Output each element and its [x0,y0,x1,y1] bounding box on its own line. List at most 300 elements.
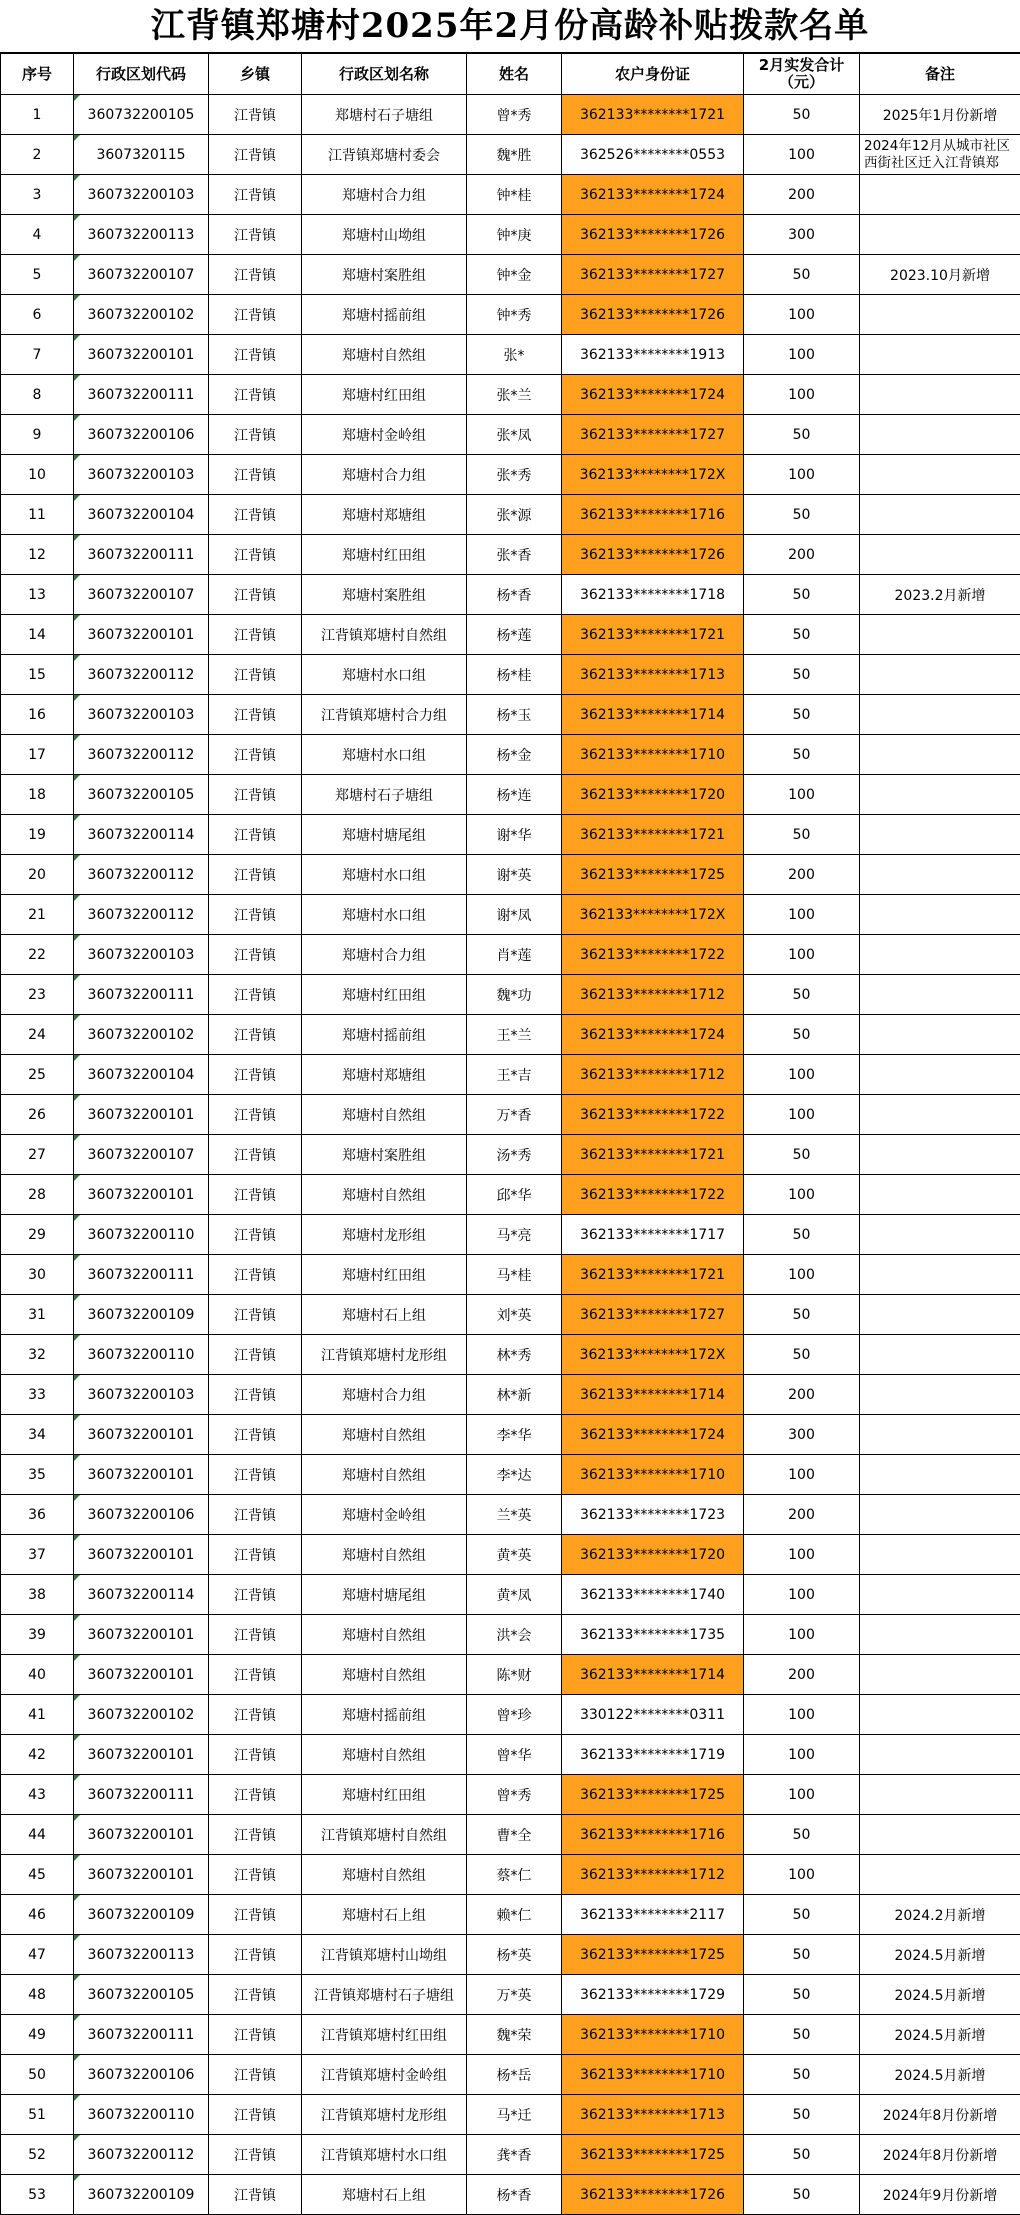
cell-serial-no[interactable]: 2 [1,135,74,175]
cell-amount[interactable]: 50 [744,2135,860,2175]
cell-name[interactable]: 李*华 [467,1415,562,1455]
cell-note[interactable] [860,455,1020,495]
cell-region-name[interactable]: 郑塘村自然组 [302,1615,467,1655]
cell-serial-no[interactable]: 13 [1,575,74,615]
cell-serial-no[interactable]: 37 [1,1535,74,1575]
cell-name[interactable]: 魏*荣 [467,2015,562,2055]
cell-region-code[interactable]: 360732200101 [74,1655,209,1695]
cell-id-card[interactable]: 362133********1724 [562,175,744,215]
cell-note[interactable]: 2024.5月新增 [860,1935,1020,1975]
cell-amount[interactable]: 50 [744,1335,860,1375]
cell-serial-no[interactable]: 53 [1,2175,74,2215]
cell-id-card[interactable]: 362133********1740 [562,1575,744,1615]
cell-serial-no[interactable]: 25 [1,1055,74,1095]
header-name[interactable]: 姓名 [467,54,562,95]
cell-region-name[interactable]: 郑塘村自然组 [302,1415,467,1455]
cell-region-name[interactable]: 郑塘村红田组 [302,1255,467,1295]
cell-region-code[interactable]: 360732200111 [74,1775,209,1815]
cell-region-code[interactable]: 360732200106 [74,2055,209,2095]
cell-region-code[interactable]: 360732200109 [74,1295,209,1335]
cell-name[interactable]: 杨*桂 [467,655,562,695]
cell-note[interactable] [860,1415,1020,1455]
cell-name[interactable]: 王*兰 [467,1015,562,1055]
cell-region-code[interactable]: 360732200105 [74,775,209,815]
cell-amount[interactable]: 50 [744,1215,860,1255]
cell-id-card[interactable]: 362133********1727 [562,255,744,295]
cell-region-name[interactable]: 郑塘村红田组 [302,1775,467,1815]
cell-amount[interactable]: 100 [744,1095,860,1135]
cell-region-code[interactable]: 360732200112 [74,895,209,935]
cell-region-code[interactable]: 360732200102 [74,1015,209,1055]
cell-region-code[interactable]: 360732200101 [74,1735,209,1775]
cell-region-code[interactable]: 360732200110 [74,1215,209,1255]
cell-region-name[interactable]: 郑塘村红田组 [302,535,467,575]
cell-amount[interactable]: 300 [744,215,860,255]
cell-town[interactable]: 江背镇 [209,1695,302,1735]
cell-amount[interactable]: 50 [744,695,860,735]
cell-town[interactable]: 江背镇 [209,255,302,295]
cell-town[interactable]: 江背镇 [209,935,302,975]
cell-note[interactable] [860,1575,1020,1615]
cell-id-card[interactable]: 362133********172X [562,455,744,495]
cell-serial-no[interactable]: 34 [1,1415,74,1455]
cell-region-name[interactable]: 郑塘村自然组 [302,1455,467,1495]
cell-serial-no[interactable]: 4 [1,215,74,255]
cell-note[interactable]: 2024.2月新增 [860,1895,1020,1935]
header-amount[interactable]: 2月实发合计（元） [744,54,860,95]
cell-amount[interactable]: 50 [744,615,860,655]
cell-note[interactable] [860,1335,1020,1375]
cell-town[interactable]: 江背镇 [209,215,302,255]
cell-amount[interactable]: 50 [744,2015,860,2055]
cell-region-name[interactable]: 郑塘村金岭组 [302,1495,467,1535]
cell-note[interactable] [860,295,1020,335]
cell-amount[interactable]: 200 [744,1495,860,1535]
cell-amount[interactable]: 50 [744,735,860,775]
cell-serial-no[interactable]: 9 [1,415,74,455]
cell-amount[interactable]: 50 [744,575,860,615]
cell-region-code[interactable]: 360732200101 [74,1855,209,1895]
cell-id-card[interactable]: 362133********1713 [562,2095,744,2135]
cell-id-card[interactable]: 362133********1726 [562,295,744,335]
cell-amount[interactable]: 100 [744,375,860,415]
cell-region-name[interactable]: 江背镇郑塘村石子塘组 [302,1975,467,2015]
cell-id-card[interactable]: 362133********1721 [562,815,744,855]
cell-region-code[interactable]: 360732200101 [74,1815,209,1855]
cell-serial-no[interactable]: 8 [1,375,74,415]
cell-id-card[interactable]: 330122********0311 [562,1695,744,1735]
cell-region-name[interactable]: 郑塘村石子塘组 [302,95,467,135]
cell-id-card[interactable]: 362133********1714 [562,695,744,735]
cell-town[interactable]: 江背镇 [209,1575,302,1615]
cell-serial-no[interactable]: 40 [1,1655,74,1695]
cell-name[interactable]: 马*亮 [467,1215,562,1255]
cell-serial-no[interactable]: 18 [1,775,74,815]
cell-amount[interactable]: 100 [744,1055,860,1095]
cell-name[interactable]: 谢*英 [467,855,562,895]
cell-id-card[interactable]: 362133********1725 [562,1775,744,1815]
cell-town[interactable]: 江背镇 [209,1655,302,1695]
cell-id-card[interactable]: 362133********1727 [562,1295,744,1335]
cell-amount[interactable]: 50 [744,2095,860,2135]
cell-amount[interactable]: 200 [744,855,860,895]
cell-id-card[interactable]: 362133********1735 [562,1615,744,1655]
cell-region-code[interactable]: 360732200101 [74,335,209,375]
cell-town[interactable]: 江背镇 [209,1415,302,1455]
cell-id-card[interactable]: 362133********2117 [562,1895,744,1935]
cell-name[interactable]: 刘*英 [467,1295,562,1335]
cell-serial-no[interactable]: 39 [1,1615,74,1655]
cell-amount[interactable]: 50 [744,1935,860,1975]
cell-amount[interactable]: 200 [744,175,860,215]
cell-name[interactable]: 杨*玉 [467,695,562,735]
cell-id-card[interactable]: 362133********1716 [562,495,744,535]
cell-note[interactable] [860,1175,1020,1215]
cell-region-code[interactable]: 360732200101 [74,1095,209,1135]
cell-region-code[interactable]: 360732200105 [74,1975,209,2015]
cell-town[interactable]: 江背镇 [209,95,302,135]
cell-name[interactable]: 杨*香 [467,2175,562,2215]
cell-serial-no[interactable]: 22 [1,935,74,975]
cell-region-code[interactable]: 360732200112 [74,855,209,895]
cell-amount[interactable]: 50 [744,655,860,695]
cell-region-name[interactable]: 江背镇郑塘村委会 [302,135,467,175]
cell-note[interactable] [860,1815,1020,1855]
cell-amount[interactable]: 100 [744,1455,860,1495]
cell-note[interactable] [860,1495,1020,1535]
cell-town[interactable]: 江背镇 [209,135,302,175]
cell-region-name[interactable]: 郑塘村摇前组 [302,295,467,335]
cell-amount[interactable]: 100 [744,1175,860,1215]
cell-amount[interactable]: 50 [744,1135,860,1175]
cell-region-code[interactable]: 360732200101 [74,1175,209,1215]
cell-serial-no[interactable]: 14 [1,615,74,655]
cell-region-name[interactable]: 江背镇郑塘村龙形组 [302,2095,467,2135]
cell-region-name[interactable]: 郑塘村石上组 [302,1895,467,1935]
cell-amount[interactable]: 50 [744,2175,860,2215]
cell-note[interactable]: 2025年1月份新增 [860,95,1020,135]
cell-region-code[interactable]: 360732200101 [74,1415,209,1455]
cell-serial-no[interactable]: 21 [1,895,74,935]
cell-note[interactable] [860,655,1020,695]
cell-region-name[interactable]: 郑塘村自然组 [302,335,467,375]
cell-id-card[interactable]: 362133********1712 [562,975,744,1015]
cell-note[interactable] [860,855,1020,895]
cell-name[interactable]: 张*香 [467,535,562,575]
cell-region-name[interactable]: 江背镇郑塘村水口组 [302,2135,467,2175]
cell-name[interactable]: 杨*连 [467,775,562,815]
cell-name[interactable]: 杨*香 [467,575,562,615]
cell-name[interactable]: 魏*功 [467,975,562,1015]
cell-region-name[interactable]: 郑塘村石上组 [302,1295,467,1335]
cell-serial-no[interactable]: 6 [1,295,74,335]
cell-name[interactable]: 兰*英 [467,1495,562,1535]
cell-region-code[interactable]: 360732200112 [74,2135,209,2175]
cell-amount[interactable]: 100 [744,135,860,175]
cell-region-name[interactable]: 江背镇郑塘村自然组 [302,1815,467,1855]
cell-region-name[interactable]: 郑塘村自然组 [302,1735,467,1775]
cell-note[interactable] [860,1455,1020,1495]
cell-amount[interactable]: 100 [744,295,860,335]
cell-region-name[interactable]: 江背镇郑塘村山坳组 [302,1935,467,1975]
cell-amount[interactable]: 50 [744,975,860,1015]
cell-serial-no[interactable]: 29 [1,1215,74,1255]
cell-amount[interactable]: 100 [744,1255,860,1295]
cell-region-code[interactable]: 360732200103 [74,175,209,215]
cell-note[interactable] [860,1015,1020,1055]
cell-name[interactable]: 魏*胜 [467,135,562,175]
cell-note[interactable]: 2024.5月新增 [860,2015,1020,2055]
cell-id-card[interactable]: 362133********1724 [562,1015,744,1055]
cell-id-card[interactable]: 362133********1726 [562,535,744,575]
cell-town[interactable]: 江背镇 [209,2095,302,2135]
cell-amount[interactable]: 50 [744,1895,860,1935]
cell-id-card[interactable]: 362133********1712 [562,1855,744,1895]
cell-id-card[interactable]: 362133********1721 [562,1255,744,1295]
cell-note[interactable] [860,1655,1020,1695]
cell-region-name[interactable]: 郑塘村龙形组 [302,1215,467,1255]
cell-region-code[interactable]: 360732200106 [74,1495,209,1535]
cell-serial-no[interactable]: 42 [1,1735,74,1775]
cell-region-name[interactable]: 郑塘村水口组 [302,855,467,895]
cell-amount[interactable]: 50 [744,415,860,455]
cell-region-name[interactable]: 郑塘村自然组 [302,1095,467,1135]
cell-serial-no[interactable]: 52 [1,2135,74,2175]
cell-town[interactable]: 江背镇 [209,855,302,895]
cell-amount[interactable]: 50 [744,1975,860,2015]
cell-id-card[interactable]: 362133********172X [562,895,744,935]
cell-serial-no[interactable]: 38 [1,1575,74,1615]
cell-serial-no[interactable]: 48 [1,1975,74,2015]
cell-id-card[interactable]: 362133********1722 [562,1175,744,1215]
cell-region-code[interactable]: 360732200107 [74,575,209,615]
cell-note[interactable] [860,975,1020,1015]
cell-id-card[interactable]: 362133********1724 [562,1415,744,1455]
cell-note[interactable] [860,1695,1020,1735]
cell-name[interactable]: 谢*凤 [467,895,562,935]
cell-town[interactable]: 江背镇 [209,1615,302,1655]
cell-serial-no[interactable]: 23 [1,975,74,1015]
cell-name[interactable]: 杨*岳 [467,2055,562,2095]
cell-region-code[interactable]: 360732200114 [74,1575,209,1615]
cell-name[interactable]: 张*源 [467,495,562,535]
cell-amount[interactable]: 50 [744,95,860,135]
cell-town[interactable]: 江背镇 [209,295,302,335]
cell-region-code[interactable]: 360732200101 [74,1455,209,1495]
cell-serial-no[interactable]: 1 [1,95,74,135]
cell-serial-no[interactable]: 3 [1,175,74,215]
cell-name[interactable]: 曾*华 [467,1735,562,1775]
cell-amount[interactable]: 100 [744,1855,860,1895]
cell-region-name[interactable]: 郑塘村郑塘组 [302,495,467,535]
cell-note[interactable] [860,1095,1020,1135]
cell-amount[interactable]: 200 [744,1375,860,1415]
cell-name[interactable]: 谢*华 [467,815,562,855]
cell-name[interactable]: 陈*财 [467,1655,562,1695]
cell-region-code[interactable]: 360732200109 [74,1895,209,1935]
cell-id-card[interactable]: 362133********1714 [562,1655,744,1695]
cell-serial-no[interactable]: 5 [1,255,74,295]
cell-region-code[interactable]: 360732200103 [74,455,209,495]
cell-serial-no[interactable]: 46 [1,1895,74,1935]
cell-name[interactable]: 张*凤 [467,415,562,455]
cell-region-code[interactable]: 360732200104 [74,1055,209,1095]
cell-amount[interactable]: 50 [744,1295,860,1335]
cell-town[interactable]: 江背镇 [209,535,302,575]
cell-id-card[interactable]: 362133********1718 [562,575,744,615]
cell-region-code[interactable]: 360732200110 [74,1335,209,1375]
cell-region-code[interactable]: 360732200113 [74,1935,209,1975]
cell-amount[interactable]: 50 [744,1015,860,1055]
cell-serial-no[interactable]: 16 [1,695,74,735]
cell-note[interactable] [860,935,1020,975]
cell-town[interactable]: 江背镇 [209,415,302,455]
cell-note[interactable] [860,535,1020,575]
cell-region-code[interactable]: 360732200111 [74,1255,209,1295]
cell-town[interactable]: 江背镇 [209,1095,302,1135]
header-town[interactable]: 乡镇 [209,54,302,95]
cell-note[interactable] [860,1215,1020,1255]
cell-amount[interactable]: 200 [744,1655,860,1695]
header-note[interactable]: 备注 [860,54,1020,95]
cell-amount[interactable]: 100 [744,1775,860,1815]
cell-region-code[interactable]: 360732200113 [74,215,209,255]
cell-region-name[interactable]: 郑塘村自然组 [302,1855,467,1895]
cell-region-name[interactable]: 郑塘村水口组 [302,735,467,775]
cell-region-code[interactable]: 360732200103 [74,1375,209,1415]
cell-name[interactable]: 钟*秀 [467,295,562,335]
cell-region-name[interactable]: 郑塘村红田组 [302,375,467,415]
cell-serial-no[interactable]: 45 [1,1855,74,1895]
cell-id-card[interactable]: 362133********1729 [562,1975,744,2015]
cell-id-card[interactable]: 362133********1725 [562,1935,744,1975]
cell-town[interactable]: 江背镇 [209,455,302,495]
cell-region-code[interactable]: 360732200114 [74,815,209,855]
cell-note[interactable] [860,1255,1020,1295]
cell-note[interactable]: 2024年8月份新增 [860,2135,1020,2175]
cell-amount[interactable]: 100 [744,1575,860,1615]
cell-amount[interactable]: 100 [744,895,860,935]
cell-region-name[interactable]: 郑塘村郑塘组 [302,1055,467,1095]
cell-serial-no[interactable]: 17 [1,735,74,775]
cell-town[interactable]: 江背镇 [209,815,302,855]
cell-name[interactable]: 马*桂 [467,1255,562,1295]
cell-id-card[interactable]: 362133********1725 [562,2135,744,2175]
cell-region-name[interactable]: 郑塘村石上组 [302,2175,467,2215]
cell-name[interactable]: 林*秀 [467,1335,562,1375]
cell-region-name[interactable]: 郑塘村红田组 [302,975,467,1015]
cell-region-name[interactable]: 郑塘村自然组 [302,1535,467,1575]
cell-amount[interactable]: 100 [744,775,860,815]
cell-name[interactable]: 曹*全 [467,1815,562,1855]
cell-name[interactable]: 万*香 [467,1095,562,1135]
cell-note[interactable] [860,1135,1020,1175]
cell-id-card[interactable]: 362133********1714 [562,1375,744,1415]
cell-serial-no[interactable]: 31 [1,1295,74,1335]
cell-region-name[interactable]: 郑塘村摇前组 [302,1695,467,1735]
cell-town[interactable]: 江背镇 [209,735,302,775]
cell-note[interactable]: 2024年12月从城市社区西街社区迁入江背镇郑 [860,135,1020,175]
cell-note[interactable] [860,1615,1020,1655]
cell-town[interactable]: 江背镇 [209,2175,302,2215]
header-serial-no[interactable]: 序号 [1,54,74,95]
cell-serial-no[interactable]: 41 [1,1695,74,1735]
cell-id-card[interactable]: 362133********1720 [562,1535,744,1575]
cell-town[interactable]: 江背镇 [209,1815,302,1855]
cell-amount[interactable]: 50 [744,2055,860,2095]
cell-town[interactable]: 江背镇 [209,1255,302,1295]
cell-amount[interactable]: 50 [744,815,860,855]
cell-serial-no[interactable]: 24 [1,1015,74,1055]
cell-note[interactable] [860,175,1020,215]
cell-region-name[interactable]: 郑塘村合力组 [302,1375,467,1415]
header-id-card[interactable]: 农户身份证 [562,54,744,95]
cell-id-card[interactable]: 362133********1722 [562,1095,744,1135]
cell-name[interactable]: 洪*会 [467,1615,562,1655]
cell-id-card[interactable]: 362133********172X [562,1335,744,1375]
cell-region-code[interactable]: 360732200107 [74,255,209,295]
cell-name[interactable]: 汤*秀 [467,1135,562,1175]
cell-region-code[interactable]: 360732200105 [74,95,209,135]
cell-id-card[interactable]: 362133********1721 [562,615,744,655]
cell-serial-no[interactable]: 7 [1,335,74,375]
cell-town[interactable]: 江背镇 [209,775,302,815]
cell-amount[interactable]: 200 [744,535,860,575]
cell-note[interactable]: 2024.5月新增 [860,2055,1020,2095]
cell-region-code[interactable]: 360732200102 [74,295,209,335]
cell-region-name[interactable]: 江背镇郑塘村自然组 [302,615,467,655]
cell-serial-no[interactable]: 51 [1,2095,74,2135]
cell-region-code[interactable]: 360732200101 [74,1535,209,1575]
cell-id-card[interactable]: 362133********1725 [562,855,744,895]
cell-name[interactable]: 杨*金 [467,735,562,775]
cell-note[interactable] [860,1775,1020,1815]
cell-note[interactable] [860,1855,1020,1895]
cell-town[interactable]: 江背镇 [209,615,302,655]
cell-id-card[interactable]: 362133********1722 [562,935,744,975]
cell-town[interactable]: 江背镇 [209,1535,302,1575]
cell-serial-no[interactable]: 43 [1,1775,74,1815]
cell-town[interactable]: 江背镇 [209,1495,302,1535]
cell-town[interactable]: 江背镇 [209,1375,302,1415]
cell-note[interactable] [860,375,1020,415]
cell-note[interactable] [860,335,1020,375]
cell-note[interactable] [860,1295,1020,1335]
cell-town[interactable]: 江背镇 [209,495,302,535]
cell-id-card[interactable]: 362133********1719 [562,1735,744,1775]
cell-town[interactable]: 江背镇 [209,575,302,615]
cell-name[interactable]: 黄*英 [467,1535,562,1575]
cell-amount[interactable]: 100 [744,455,860,495]
cell-region-code[interactable]: 360732200111 [74,535,209,575]
cell-region-code[interactable]: 360732200111 [74,375,209,415]
cell-town[interactable]: 江背镇 [209,1855,302,1895]
cell-note[interactable]: 2024年8月份新增 [860,2095,1020,2135]
cell-region-name[interactable]: 郑塘村石子塘组 [302,775,467,815]
cell-region-code[interactable]: 360732200112 [74,655,209,695]
cell-name[interactable]: 王*吉 [467,1055,562,1095]
cell-id-card[interactable]: 362133********1720 [562,775,744,815]
cell-region-name[interactable]: 江背镇郑塘村合力组 [302,695,467,735]
cell-name[interactable]: 李*达 [467,1455,562,1495]
cell-region-name[interactable]: 郑塘村合力组 [302,455,467,495]
cell-region-name[interactable]: 郑塘村案胜组 [302,255,467,295]
cell-note[interactable] [860,1375,1020,1415]
cell-town[interactable]: 江背镇 [209,1215,302,1255]
cell-note[interactable] [860,215,1020,255]
cell-town[interactable]: 江背镇 [209,1975,302,2015]
cell-amount[interactable]: 100 [744,1695,860,1735]
